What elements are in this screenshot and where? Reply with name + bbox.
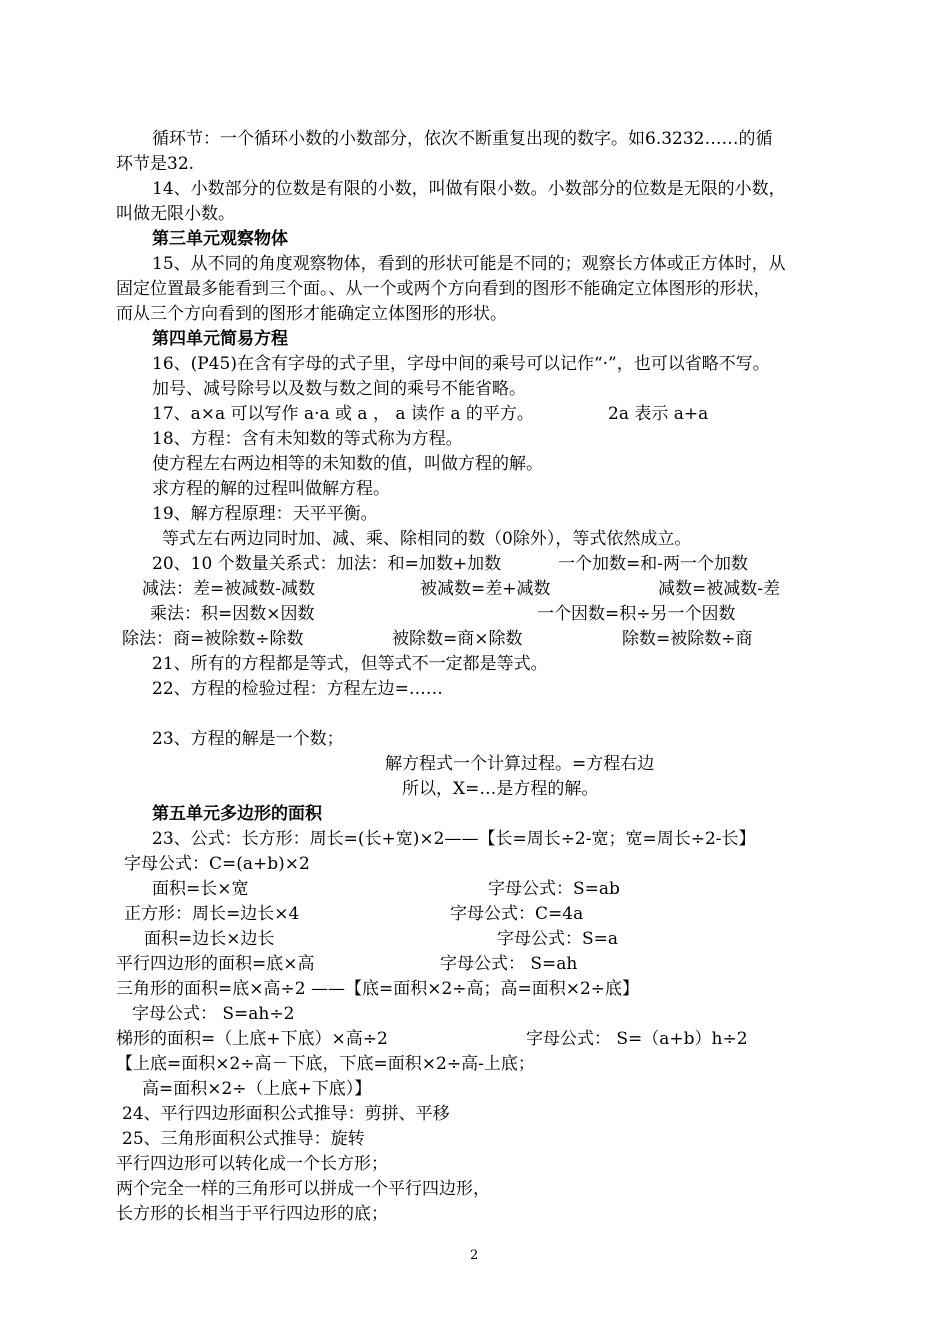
text-line: 24、平行四边形面积公式推导：剪拼、平移 (122, 1104, 450, 1124)
text-line: 一个因数=积÷另一个因数 (537, 604, 736, 624)
text-line: 21、所有的方程都是等式，但等式不一定都是等式。 (152, 654, 548, 674)
text-line: 18、方程：含有未知数的等式称为方程。 (152, 429, 463, 449)
text-line: 两个完全一样的三角形可以拼成一个平行四边形， (116, 1179, 490, 1199)
section-heading: 第三单元观察物体 (152, 229, 288, 249)
text-line: 22、方程的检验过程：方程左边=…… (152, 679, 443, 699)
text-line: 23、公式：长方形：周长=(长+宽)×2——【长=周长÷2-宽；宽=周长÷2-长】 (152, 829, 756, 849)
text-line: 环节是32. (116, 154, 195, 174)
text-line: 除数=被除数÷商 (622, 629, 753, 649)
section-heading: 第四单元简易方程 (152, 329, 288, 349)
text-line: 字母公式： S=（a+b）h÷2 (526, 1029, 748, 1049)
text-line: 减法：差=被减数-减数 (142, 579, 315, 599)
text-line: 循环节：一个循环小数的小数部分，依次不断重复出现的数字。如6.3232……的循 (152, 129, 773, 149)
text-line: 解方程式一个计算过程。=方程右边 (385, 754, 655, 774)
text-line: 2a 表示 a+a (608, 404, 709, 424)
text-line: 一个加数=和-两一个加数 (558, 554, 748, 574)
text-line: 梯形的面积=（上底+下底）×高÷2 (116, 1029, 388, 1049)
text-line: 平行四边形的面积=底×高 (116, 954, 315, 974)
text-line: 三角形的面积=底×高÷2 ——【底=面积×2÷高；高=面积×2÷底】 (116, 979, 640, 999)
text-line: 乘法：积=因数×因数 (150, 604, 315, 624)
text-line: 所以，X=…是方程的解。 (402, 779, 599, 799)
text-line: 20、10 个数量关系式：加法：和=加数+加数 (152, 554, 502, 574)
text-line: 15、从不同的角度观察物体，看到的形状可能是不同的；观察长方体或正方体时，从 (152, 254, 786, 274)
text-line: 字母公式： S=ah (440, 954, 578, 974)
text-line: 正方形：周长=边长×4 (124, 904, 300, 924)
text-line: 25、三角形面积公式推导：旋转 (122, 1129, 365, 1149)
text-line: 字母公式： S=ah÷2 (132, 1004, 295, 1024)
text-line: 求方程的解的过程叫做解方程。 (152, 479, 390, 499)
text-line: 叫做无限小数。 (116, 204, 235, 224)
text-line: 减数=被减数-差 (658, 579, 780, 599)
text-line: 19、解方程原理：天平平衡。 (152, 504, 378, 524)
text-line: 而从三个方向看到的图形才能确定立体图形的形状。 (116, 304, 507, 324)
text-line: 16、(P45)在含有字母的式子里，字母中间的乘号可以记作“·”，也可以省略不写。 (152, 354, 770, 374)
text-line: 被除数=商×除数 (392, 629, 523, 649)
text-line: 字母公式：C=(a+b)×2 (124, 854, 310, 874)
text-line: 字母公式：S=a (497, 929, 619, 949)
text-line: 长方形的长相当于平行四边形的底； (116, 1204, 388, 1224)
text-line: 高=面积×2÷（上底+下底）】 (142, 1079, 372, 1099)
text-line: 字母公式：S=ab (488, 879, 620, 899)
text-line: 除法：商=被除数÷除数 (122, 629, 304, 649)
text-line: 17、a×a 可以写作 a·a 或 a ， a 读作 a 的平方。 (152, 404, 534, 424)
page-number: 2 (470, 1248, 479, 1263)
text-line: 23、方程的解是一个数； (152, 729, 344, 749)
text-line: 被减数=差+减数 (420, 579, 551, 599)
text-line: 加号、减号除号以及数与数之间的乘号不能省略。 (152, 379, 526, 399)
text-line: 固定位置最多能看到三个面。、从一个或两个方向看到的图形不能确定立体图形的形状， (116, 279, 771, 299)
text-line: 使方程左右两边相等的未知数的值，叫做方程的解。 (152, 454, 543, 474)
text-line: 面积=长×宽 (152, 879, 249, 899)
text-line: 平行四边形可以转化成一个长方形； (116, 1154, 388, 1174)
text-line: 【上底=面积×2÷高－下底，下底=面积×2÷高-上底； (116, 1054, 535, 1074)
section-heading: 第五单元多边形的面积 (152, 804, 322, 824)
text-line: 等式左右两边同时加、减、乘、除相同的数（0除外），等式依然成立。 (162, 529, 692, 549)
text-line: 14、小数部分的位数是有限的小数，叫做有限小数。小数部分的位数是无限的小数， (152, 179, 786, 199)
text-line: 字母公式：C=4a (450, 904, 584, 924)
text-line: 面积=边长×边长 (144, 929, 275, 949)
